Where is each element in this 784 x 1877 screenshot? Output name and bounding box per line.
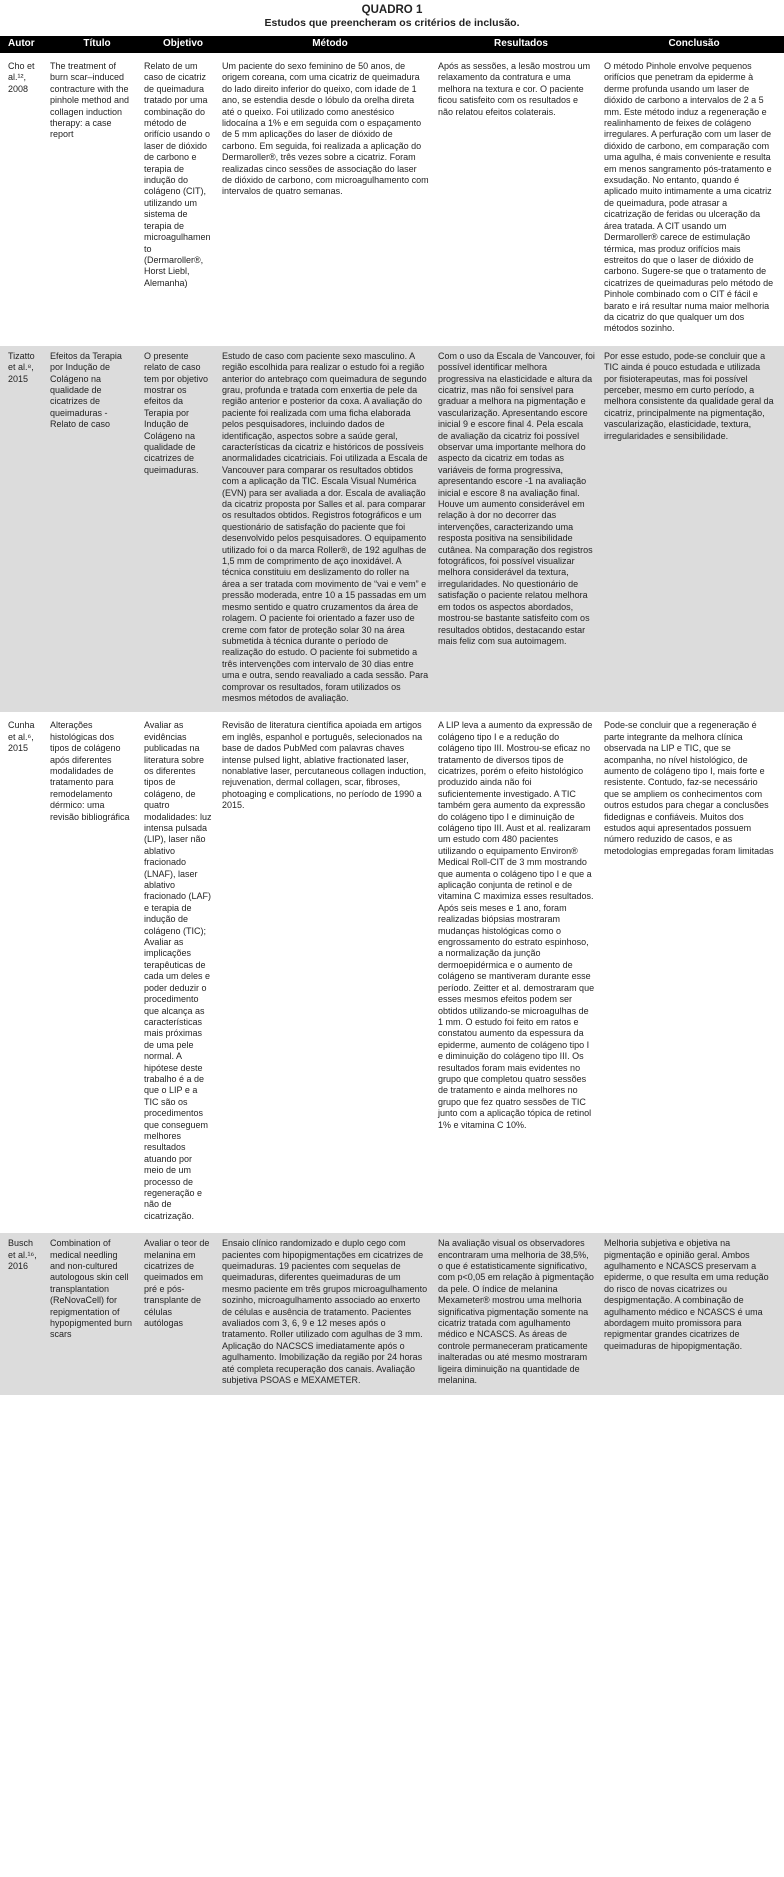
cell-objetivo: Relato de um caso de cicatriz de queimadura tratado por uma combinação do método de orifício usando o laser de dióxido de carbono e terapia de indução do colágeno (CIT), utilizando um sistema de terapia de microagulhamento (Dermaroller®, Horst Liebl, Alemanha): [144, 56, 222, 343]
table-header-row: [0, 36, 784, 53]
cell-resultados: Com o uso da Escala de Vancouver, foi possível identificar melhora progressiva na elasticidade e altura da cicatriz, mas não foi sensível para graduar a melhora na pigmentação e vascularização. Apresentando escore inicial 9 e escore final 4. Pela escala de avaliação da cicatriz foi possível observar uma importante melhora do aspecto da cicatriz em todas as variáveis de forma progressiva, apresentando escore -1 na avaliação inicial e escore 8 na avaliação final. Houve um aumento considerável em relação à dor no decorrer das intervenções, caracterizando uma resposta positiva na sensibilidade cutânea. Na comparação dos registros fotográficos, foi possível visualizar melhora considerável da textura, irregularidades. No questionário de satisfação o paciente relatou melhora em todos os aspectos abordados, mostrou-se bastante satisfeito com os resultados obtidos, destacando estar mais feliz com sua autoimagem.: [438, 346, 604, 713]
studies-table: [0, 33, 784, 1398]
table-row-cho-2008: [0, 56, 784, 343]
table-caption: Estudos que preencheram os critérios de inclusão.: [264, 17, 520, 29]
col-header-titulo: Título: [50, 36, 144, 53]
table-row-tizatto-2015: [0, 346, 784, 713]
cell-metodo: Estudo de caso com paciente sexo masculino. A região escolhida para realizar o estudo foi a região anterior do antebraço com queimadura de segundo grau, profunda e tratada com enxertia de pele da região anterior e posterior da coxa. A avaliação do paciente foi realizada com uma ficha elaborada pelos pesquisadores, incluindo dados de identificação, aspectos sobre a saúde geral, características da cicatriz e históricos de possíveis anormalidades cicatriciais. Foi utilizada a Escala de Vancouver para comparar os resultados obtidos com a aplicação da TIC. Escala Visual Numérica (EVN) para ser avaliada a dor. Escala de avaliação da cicatriz proposta por Salles et al. para comparar os resultados obtidos. Registros fotográficos e um questionário de satisfação do paciente que foi desenvolvido pelos pesquisadores. O equipamento utilizado foi o da marca Roller®, de 192 agulhas de 1,5 mm de comprimento de aço inoxidável. A técnica constituiu em deslizamento do roller na área a ser tratada com movimento de “vai e vem” e pressão moderada, entre 10 a 15 passadas em um mesmo sentido e quatro cruzamentos da área de rolagem. O paciente foi orientado a fazer uso de creme com fator de proteção solar 30 na área submetida à técnica durante o período de realização do estudo. O paciente foi submetido a três intervenções com intervalo de 30 dias entre uma e outra, sendo reavaliado a cada sessão. Para comprovar os resultados, foram utilizados os mesmos métodos de avaliação.: [222, 346, 438, 713]
cell-resultados: Após as sessões, a lesão mostrou um relaxamento da contratura e uma melhora na textura e cor. O paciente ficou satisfeito com os resultados e não relatou efeitos colaterais.: [438, 56, 604, 343]
cell-conclusao: O método Pinhole envolve pequenos orifícios que penetram da epiderme à derme profunda usando um laser de dióxido de carbono a intervalos de 2 a 5 mm. Este método induz a regeneração e realinhamento de feixes de colágeno irregulares. A perfuração com um laser de dióxido de carbono, em comparação com uma agulha, é mais conveniente e resulta em menos sangramento pós-tratamento e exsudação. No entanto, quando é aplicado muito intimamente a uma cicatriz de queimadura, pode atrasar a cicatrização de feridas ou ulceração da área tratada. A CIT usando um Dermaroller® carece de estimulação térmica, mas produz orifícios mais estreitos do que o laser de dióxido de carbono. Sugere-se que o tratamento de cicatrizes de queimaduras pelo método de Pinhole combinado com o CIT é fácil e barato e irá resultar numa maior melhoria da cicatriz do que qualquer um dos métodos sozinho.: [604, 56, 784, 343]
col-header-autor: Autor: [0, 36, 50, 53]
cell-conclusao: Pode-se concluir que a regeneração é parte integrante da melhora clínica observada na LIP e TIC, que se acompanha, no nível histológico, de aumento de colágeno tipo I, mais forte e resistente. Contudo, faz-se necessário que se ampliem os conhecimentos com outros estudos para chegar a conclusões fidedignas e confiáveis. Muitos dos estudos aqui apresentados possuem número reduzido de casos, e as metodologias empregadas foram limitadas: [604, 715, 784, 1230]
cell-objetivo: Avaliar as evidências publicadas na literatura sobre os diferentes tipos de colágeno, de quatro modalidades: luz intensa pulsada (LIP), laser não ablativo fracionado (LNAF), laser ablativo fracionado (LAF) e terapia de indução de colágeno (TIC); Avaliar as implicações terapêuticas de cada um deles e poder deduzir o procedimento que alcança as características mais próximas de uma pele normal. A hipótese deste trabalho é a de que o LIP e a TIC são os procedimentos que conseguem melhores resultados atuando por meio de um processo de regeneração e não de cicatrização.: [144, 715, 222, 1230]
cell-metodo: Ensaio clínico randomizado e duplo cego com pacientes com hipopigmentações em cicatrizes de queimaduras. 19 pacientes com sequelas de queimaduras, diferentes queimaduras de um mesmo paciente em três grupos microagulhamento sozinho, microagulhamento associado ao enxerto de células e ausência de tratamento. Pacientes avaliados com 3, 6, 9 e 12 meses após o tratamento. Roller utilizado com agulhas de 3 mm. Aplicação do NACSCS imediatamente após o agulhamento. Imobilização da região por 24 horas até completa recuperação dos canais. Avaliação subjetiva PSOAS e MEXAMETER.: [222, 1233, 438, 1394]
cell-resultados: Na avaliação visual os observadores encontraram uma melhoria de 38,5%, o que é estatisticamente significativo, com p<0,05 em relação à pigmentação da pele. O índice de melanina Mexameter® mostrou uma melhoria significativa pigmentação somente na cicatriz tratada com agulhamento médico e NCASCS. As áreas de controle permaneceram praticamente inalteradas ou até mesmo mostraram ligeira diminuição na quantidade de melanina.: [438, 1233, 604, 1394]
cell-autor: Tizatto et al.⁸, 2015: [0, 346, 50, 713]
table-caption-block: [0, 0, 784, 32]
cell-metodo: Revisão de literatura científica apoiada em artigos em inglês, espanhol e português, selecionados na base de dados PubMed com palavras chaves intense pulsed light, ablative fractionated laser, nonablative laser, percutaneous collagen induction, rejuvenation, dermal collagen, scar, fibroses, photoaging e complications, no período de 1990 a 2015.: [222, 715, 438, 1230]
cell-autor: Cho et al.¹², 2008: [0, 56, 50, 343]
cell-titulo: The treatment of burn scar–induced contracture with the pinhole method and collagen induction therapy: a case report: [50, 56, 144, 343]
cell-resultados: A LIP leva a aumento da expressão de colágeno tipo I e a redução do colágeno tipo III. Mostrou-se eficaz no tratamento de diversos tipos de cicatrizes, porém o efeito histológico produzido ainda não foi suficientemente investigado. A TIC também gera aumento da expressão do colágeno tipo I e diminuição de colágeno tipo III. Aust et al. realizaram um estudo com 480 pacientes utilizando o equipamento Environ® Medical Roll-CIT de 3 mm mostrando que aumenta o colágeno tipo I e que a aplicação conjunta de retinol e de vitamina C maximiza esses resultados. Após seis meses e 1 ano, foram realizadas biópsias mostraram mudanças histológicas como o engrossamento do estrato espinhoso, a normalização da junção dermoepidérmica e o aumento de colágeno se mantiveram durante esse período. Zeitter et al. demostraram que esses mesmos efeitos podem ser obtidos utilizando-se microagulhas de 1 mm. O estudo foi feito em ratos e constatou aumento da espessura da epiderme, aumento de colágeno tipo I e diminuição do colágeno tipo III. Os resultados foram mais evidentes no grupo que completou quatro sessões de tratamento e ainda melhores no grupo que fez quatro sessões de TIC junto com a aplicação tópica de retinol 1% e vitamina C 10%.: [438, 715, 604, 1230]
cell-objetivo: O presente relato de caso tem por objetivo mostrar os efeitos da Terapia por Indução de Colágeno na qualidade de cicatrizes de queimaduras.: [144, 346, 222, 713]
table-label: QUADRO 1: [361, 4, 423, 16]
cell-titulo: Alterações histológicas dos tipos de colágeno após diferentes modalidades de tratamento para remodelamento dérmico: uma revisão bibliográfica: [50, 715, 144, 1230]
col-header-resultados: Resultados: [438, 36, 604, 53]
cell-conclusao: Por esse estudo, pode-se concluir que a TIC ainda é pouco estudada e utilizada por fisioterapeutas, mas foi possível perceber, mesmo em curto período, a melhora consistente da qualidade geral da cicatriz, principalmente na pigmentação, vascularização, elasticidade, textura, irregularidades e sensibilidade.: [604, 346, 784, 713]
table-row-cunha-2015: [0, 715, 784, 1230]
cell-autor: Cunha et al.⁶, 2015: [0, 715, 50, 1230]
cell-conclusao: Melhoria subjetiva e objetiva na pigmentação e opinião geral. Ambos agulhamento e NCASCS preservam a epiderme, o que resulta em uma redução do risco de novas cicatrizes ou despigmentação. A combinação de agulhamento médico e NCASCS é uma abordagem muito promissora para repigmentar grandes cicatrizes de queimaduras de hipopigmentação.: [604, 1233, 784, 1394]
col-header-metodo: Método: [222, 36, 438, 53]
cell-titulo: Combination of medical needling and non-cultured autologous skin cell transplantation (ReNovaCell) for repigmentation of hypopigmented burn scars: [50, 1233, 144, 1394]
col-header-objetivo: Objetivo: [144, 36, 222, 53]
table-row-busch-2016: [0, 1233, 784, 1394]
cell-objetivo: Avaliar o teor de melanina em cicatrizes de queimados em pré e pós-transplante de células autólogas: [144, 1233, 222, 1394]
cell-titulo: Efeitos da Terapia por Indução de Colágeno na qualidade de cicatrizes de queimaduras - Relato de caso: [50, 346, 144, 713]
col-header-conclusao: Conclusão: [604, 36, 784, 53]
cell-autor: Busch et al.¹⁶, 2016: [0, 1233, 50, 1394]
cell-metodo: Um paciente do sexo feminino de 50 anos, de origem coreana, com uma cicatriz de queimadura do lado direito inferior do queixo, com idade de 1 ano, se estendia desde o lóbulo da orelha direta até o queixo. Foi utilizado como anestésico lidocaína a 1% e em seguida com o espaçamento de 5 mm aplicações do laser de dióxido de carbono. Em seguida, foi realizada a aplicação do Dermaroller®, três vezes sobre a cicatriz. Foram realizadas cinco sessões de associação do laser de dióxido de carbono, com microagulhamento com intervalos de quatro semanas.: [222, 56, 438, 343]
